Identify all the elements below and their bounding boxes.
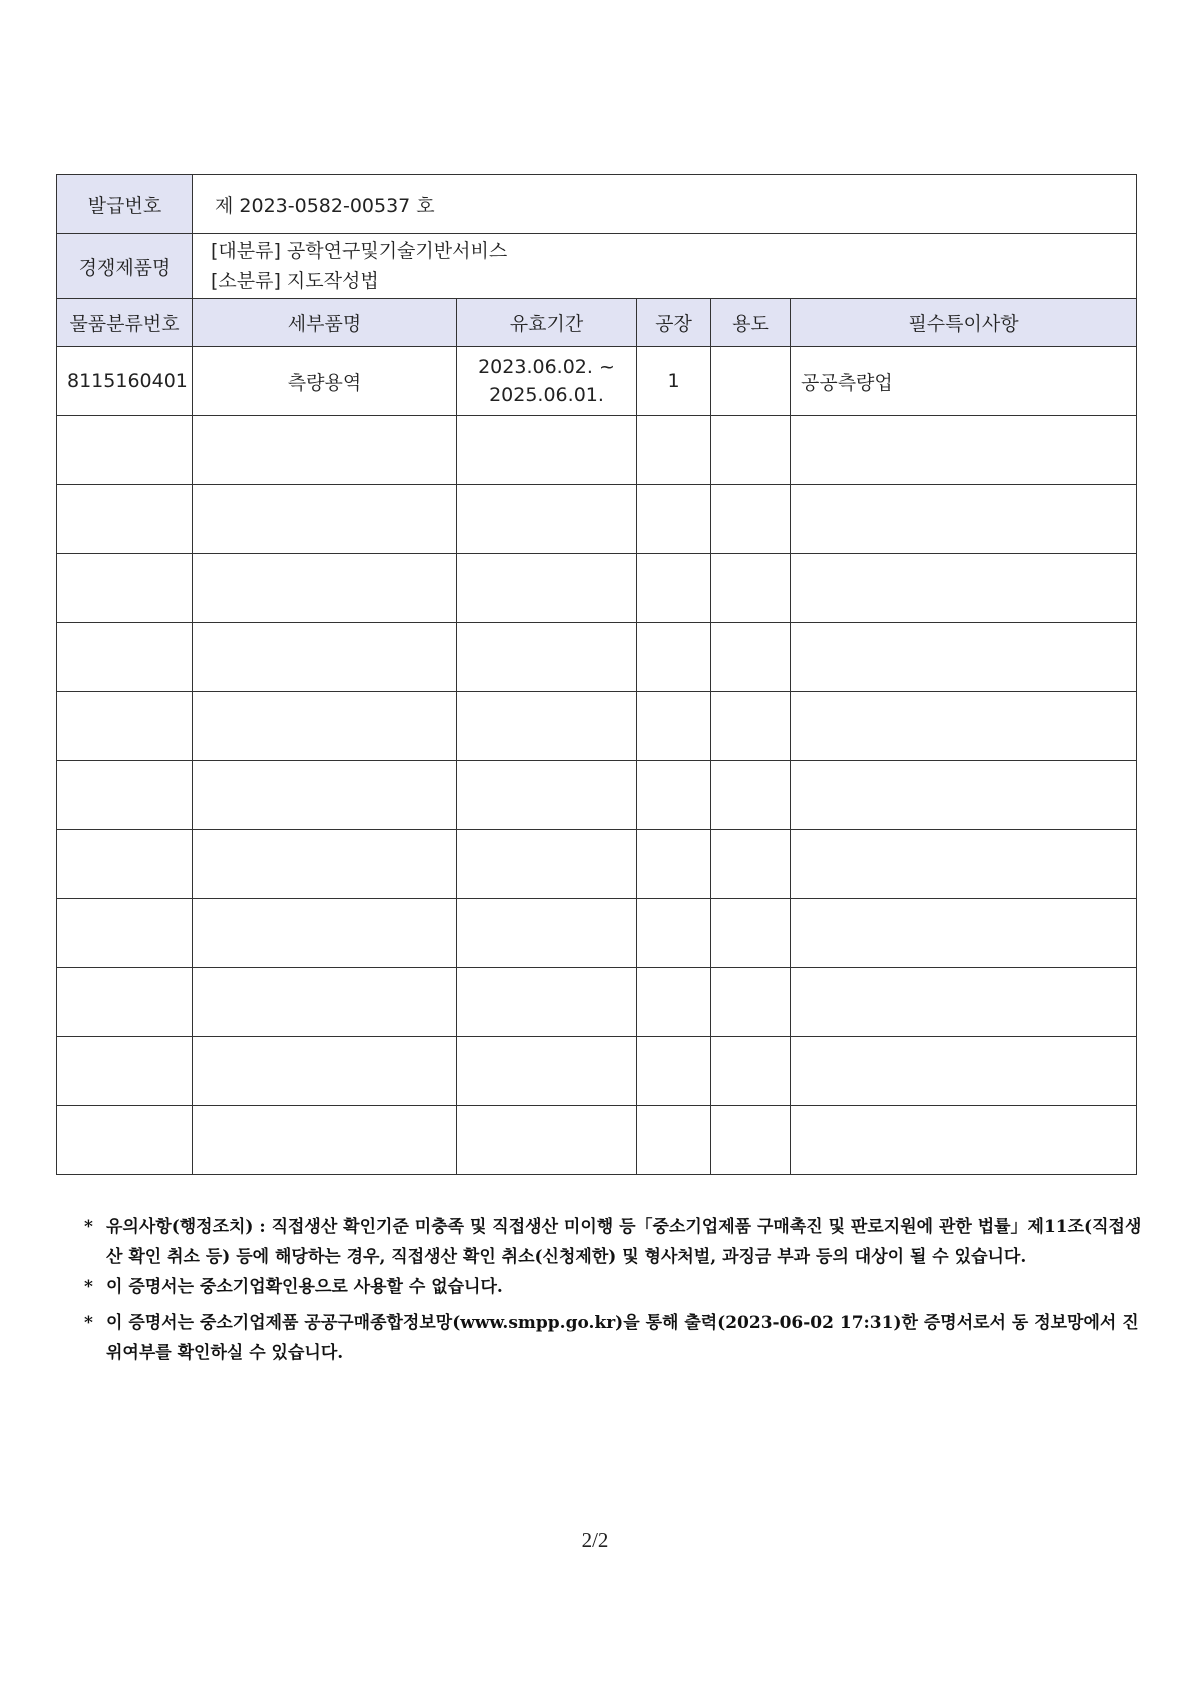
empty-cell: [637, 830, 711, 899]
empty-cell: [711, 554, 791, 623]
empty-cell: [193, 623, 457, 692]
empty-table-row: [57, 692, 1137, 761]
empty-cell: [57, 692, 193, 761]
competitive-product-value: [193, 234, 1137, 299]
empty-cell: [637, 761, 711, 830]
empty-cell: [57, 830, 193, 899]
empty-cell: [711, 761, 791, 830]
empty-cell: [637, 554, 711, 623]
issue-number-value: 제 2023-0582-00537 호: [193, 175, 1137, 234]
empty-cell: [193, 1106, 457, 1175]
col-header-notes: 필수특이사항: [791, 299, 1137, 347]
period-end: 2025.06.01.: [489, 384, 604, 406]
empty-table-row: [57, 416, 1137, 485]
empty-table-row: [57, 761, 1137, 830]
empty-cell: [457, 761, 637, 830]
empty-cell: [193, 968, 457, 1037]
major-category: [대분류] 공학연구및기술기반서비스: [211, 240, 508, 262]
competitive-product-row: [57, 234, 1137, 299]
empty-cell: [57, 761, 193, 830]
empty-cell: [711, 485, 791, 554]
cell-factory: 1: [637, 347, 711, 416]
col-header-factory: 공장: [637, 299, 711, 347]
period-start: 2023.06.02. ~: [478, 356, 615, 378]
empty-cell: [637, 968, 711, 1037]
empty-cell: [457, 968, 637, 1037]
empty-cell: [457, 554, 637, 623]
empty-table-row: [57, 899, 1137, 968]
empty-cell: [193, 692, 457, 761]
col-header-period: 유효기간: [457, 299, 637, 347]
empty-cell: [193, 830, 457, 899]
empty-cell: [193, 1037, 457, 1106]
cell-usage: [711, 347, 791, 416]
empty-cell: [711, 968, 791, 1037]
empty-cell: [711, 1037, 791, 1106]
empty-cell: [457, 1106, 637, 1175]
empty-cell: [637, 1037, 711, 1106]
empty-cell: [791, 899, 1137, 968]
empty-cell: [457, 830, 637, 899]
empty-cell: [57, 554, 193, 623]
minor-category: [소분류] 지도작성법: [211, 270, 379, 292]
empty-table-row: [57, 830, 1137, 899]
competitive-product-label: 경쟁제품명: [57, 234, 193, 299]
empty-table-row: [57, 1037, 1137, 1106]
empty-table-row: [57, 485, 1137, 554]
empty-cell: [637, 416, 711, 485]
empty-cell: [791, 1037, 1137, 1106]
empty-cell: [637, 1106, 711, 1175]
empty-table-row: [57, 1106, 1137, 1175]
empty-cell: [637, 899, 711, 968]
empty-cell: [637, 623, 711, 692]
empty-cell: [711, 1106, 791, 1175]
empty-cell: [637, 485, 711, 554]
empty-table-row: [57, 554, 1137, 623]
cell-code: 8115160401: [57, 347, 193, 416]
notice-item: [84, 1308, 1144, 1368]
notice-item: [84, 1272, 1144, 1302]
empty-cell: [57, 485, 193, 554]
table-row: [57, 347, 1137, 416]
notice-text: 이 증명서는 중소기업확인용으로 사용할 수 없습니다.: [106, 1277, 503, 1297]
empty-cell: [791, 968, 1137, 1037]
empty-cell: [791, 623, 1137, 692]
empty-cell: [711, 416, 791, 485]
empty-cell: [637, 692, 711, 761]
empty-cell: [791, 416, 1137, 485]
empty-cell: [457, 416, 637, 485]
notice-text: 이 증명서는 중소기업제품 공공구매종합정보망(www.smpp.go.kr)을 통해 출력(2023-06-02 17:31)한 증명서로서 동 정보망에서 진위여부를 확인하실 수 있습니다.: [106, 1313, 1139, 1363]
empty-cell: [791, 554, 1137, 623]
empty-cell: [57, 899, 193, 968]
empty-cell: [193, 554, 457, 623]
empty-cell: [57, 416, 193, 485]
empty-cell: [457, 485, 637, 554]
note-marker: *: [84, 1277, 93, 1297]
empty-table-row: [57, 968, 1137, 1037]
note-marker: *: [84, 1313, 93, 1333]
empty-cell: [193, 899, 457, 968]
notice-text: 유의사항(행정조치) : 직접생산 확인기준 미충족 및 직접생산 미이행 등「중소기업제품 구매촉진 및 판로지원에 관한 법률」제11조(직접생산 확인 취소 등) 등에 해당하는 경우, 직접생산 확인 취소(신청제한) 및 형사처벌, 과징금 부과 등의 대상이 될 수 있습니다.: [106, 1217, 1142, 1267]
cell-notes: 공공측량업: [791, 347, 1137, 416]
note-marker: *: [84, 1217, 93, 1237]
cell-period: [457, 347, 637, 416]
empty-cell: [457, 899, 637, 968]
empty-cell: [791, 692, 1137, 761]
empty-cell: [57, 1106, 193, 1175]
col-header-usage: 용도: [711, 299, 791, 347]
certificate-table: [56, 174, 1137, 1175]
notice-item: [84, 1212, 1144, 1272]
empty-cell: [193, 485, 457, 554]
empty-cell: [791, 485, 1137, 554]
empty-cell: [193, 416, 457, 485]
issue-number-row: [57, 175, 1137, 234]
empty-cell: [711, 692, 791, 761]
empty-table-row: [57, 623, 1137, 692]
empty-cell: [57, 623, 193, 692]
empty-cell: [791, 761, 1137, 830]
notice-section: [84, 1212, 1144, 1368]
page-number: 2/2: [581, 1528, 609, 1552]
col-header-item: 세부품명: [193, 299, 457, 347]
empty-cell: [711, 623, 791, 692]
empty-cell: [57, 968, 193, 1037]
issue-number-label: 발급번호: [57, 175, 193, 234]
empty-cell: [791, 1106, 1137, 1175]
empty-cell: [457, 1037, 637, 1106]
column-header-row: [57, 299, 1137, 347]
col-header-code: 물품분류번호: [57, 299, 193, 347]
cell-item: 측량용역: [193, 347, 457, 416]
empty-cell: [711, 830, 791, 899]
empty-cell: [457, 623, 637, 692]
empty-cell: [57, 1037, 193, 1106]
empty-cell: [711, 899, 791, 968]
empty-cell: [457, 692, 637, 761]
certificate-sheet: [56, 174, 1136, 1175]
empty-cell: [193, 761, 457, 830]
empty-cell: [791, 830, 1137, 899]
